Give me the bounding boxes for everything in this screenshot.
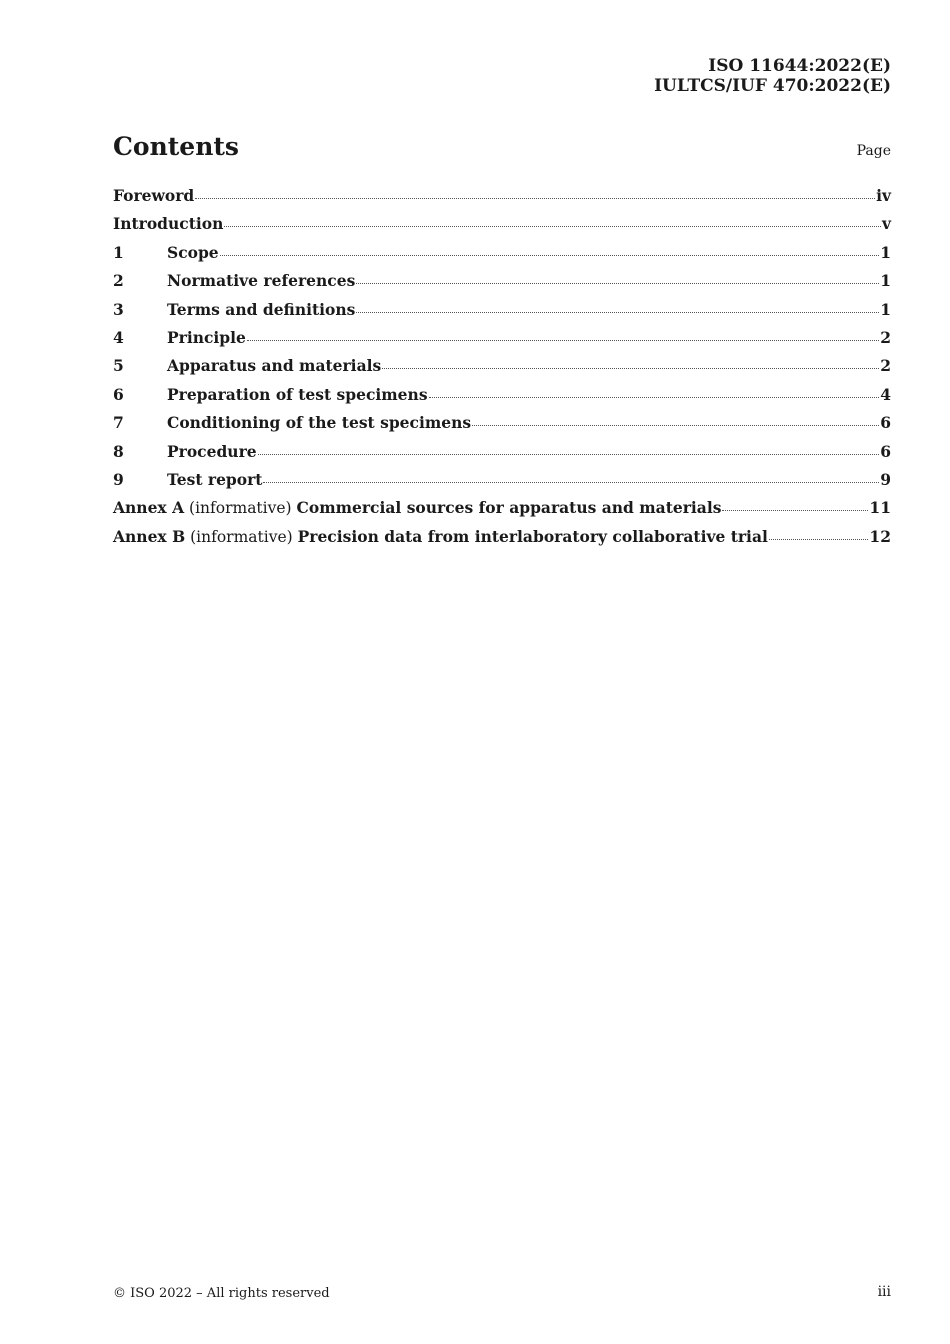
toc-entry-introduction[interactable]	[113, 212, 891, 240]
toc-entry-annex-b[interactable]	[113, 525, 891, 553]
toc-entry-title: Conditioning of the test specimens	[167, 413, 472, 433]
toc-entry-number: 6	[113, 384, 124, 404]
toc-entry-page: iv	[876, 186, 891, 205]
toc-leader-dots	[769, 539, 869, 540]
toc-entry-page: 1	[880, 299, 891, 319]
toc-entry-title: Normative references	[167, 271, 356, 291]
toc-leader-dots	[224, 226, 881, 227]
copyright-notice: © ISO 2022 – All rights reserved	[113, 1286, 330, 1301]
toc-annex-label: Annex A	[113, 498, 185, 518]
toc-entry-conditioning[interactable]	[113, 411, 891, 439]
toc-entry-page: 12	[869, 526, 891, 546]
toc-entry-title: Test report	[167, 469, 263, 489]
toc-entry-page: 9	[880, 469, 891, 489]
toc-entry-number: 3	[113, 299, 124, 319]
toc-entry-page: 4	[880, 384, 891, 404]
toc-entry-procedure[interactable]	[113, 440, 891, 468]
toc-entry-preparation-of-test-specimens[interactable]	[113, 383, 891, 411]
header-standard-iultcs: IULTCS/IUF 470:2022(E)	[654, 76, 891, 96]
toc-entry-number: 5	[113, 356, 124, 376]
toc-entry-title: Principle	[167, 327, 246, 347]
table-of-contents	[113, 184, 891, 553]
toc-entry-page: 11	[869, 498, 891, 518]
toc-leader-dots	[356, 283, 879, 284]
toc-entry-page: 1	[880, 271, 891, 291]
toc-entry-foreword[interactable]	[113, 184, 891, 212]
toc-leader-dots	[429, 397, 880, 398]
page-number: iii	[877, 1284, 891, 1300]
toc-entry-title: Terms and definitions	[167, 299, 356, 319]
toc-entry-number: 9	[113, 469, 124, 489]
toc-annex-title: Commercial sources for apparatus and materials	[296, 498, 722, 518]
toc-entry-title: Procedure	[167, 441, 257, 461]
toc-annex-title: Precision data from interlaboratory collaborative trial	[297, 526, 768, 546]
toc-entry-number: 8	[113, 441, 124, 461]
toc-entry-page: 2	[880, 356, 891, 376]
toc-entry-principle[interactable]	[113, 326, 891, 354]
toc-leader-dots	[220, 255, 880, 256]
toc-annex-type: (informative)	[189, 499, 292, 518]
toc-leader-dots	[382, 368, 879, 369]
toc-leader-dots	[247, 340, 879, 341]
document-header	[654, 56, 891, 96]
toc-leader-dots	[472, 425, 879, 426]
toc-entry-page: v	[881, 214, 891, 234]
toc-annex-type: (informative)	[190, 527, 293, 546]
toc-leader-dots	[356, 312, 879, 313]
toc-entry-number: 4	[113, 327, 124, 347]
toc-entry-title: Introduction	[113, 214, 224, 234]
toc-entry-number: 2	[113, 271, 124, 291]
toc-entry-title: Foreword	[113, 186, 195, 205]
toc-entry-number: 7	[113, 413, 124, 433]
toc-entry-title: Scope	[167, 242, 219, 262]
toc-entry-page: 6	[880, 413, 891, 433]
toc-entry-page: 2	[880, 327, 891, 347]
toc-entry-page: 6	[880, 441, 891, 461]
toc-leader-dots	[263, 482, 879, 483]
toc-entry-annex-a[interactable]	[113, 496, 891, 524]
toc-leader-dots	[722, 510, 868, 511]
toc-entry-scope[interactable]	[113, 241, 891, 269]
toc-annex-label: Annex B	[113, 526, 186, 546]
toc-entry-number: 1	[113, 242, 124, 262]
header-standard-iso: ISO 11644:2022(E)	[708, 56, 891, 76]
toc-entry-title: Preparation of test specimens	[167, 384, 428, 404]
toc-leader-dots	[258, 454, 880, 455]
toc-leader-dots	[195, 198, 875, 199]
toc-entry-test-report[interactable]	[113, 468, 891, 496]
toc-entry-apparatus-and-materials[interactable]	[113, 354, 891, 382]
toc-entry-terms-and-definitions[interactable]	[113, 298, 891, 326]
toc-entry-title: Apparatus and materials	[167, 356, 382, 376]
toc-entry-normative-references[interactable]	[113, 269, 891, 297]
toc-entry-page: 1	[880, 242, 891, 262]
page-title: Contents	[113, 132, 240, 161]
page-column-label: Page	[856, 143, 891, 159]
